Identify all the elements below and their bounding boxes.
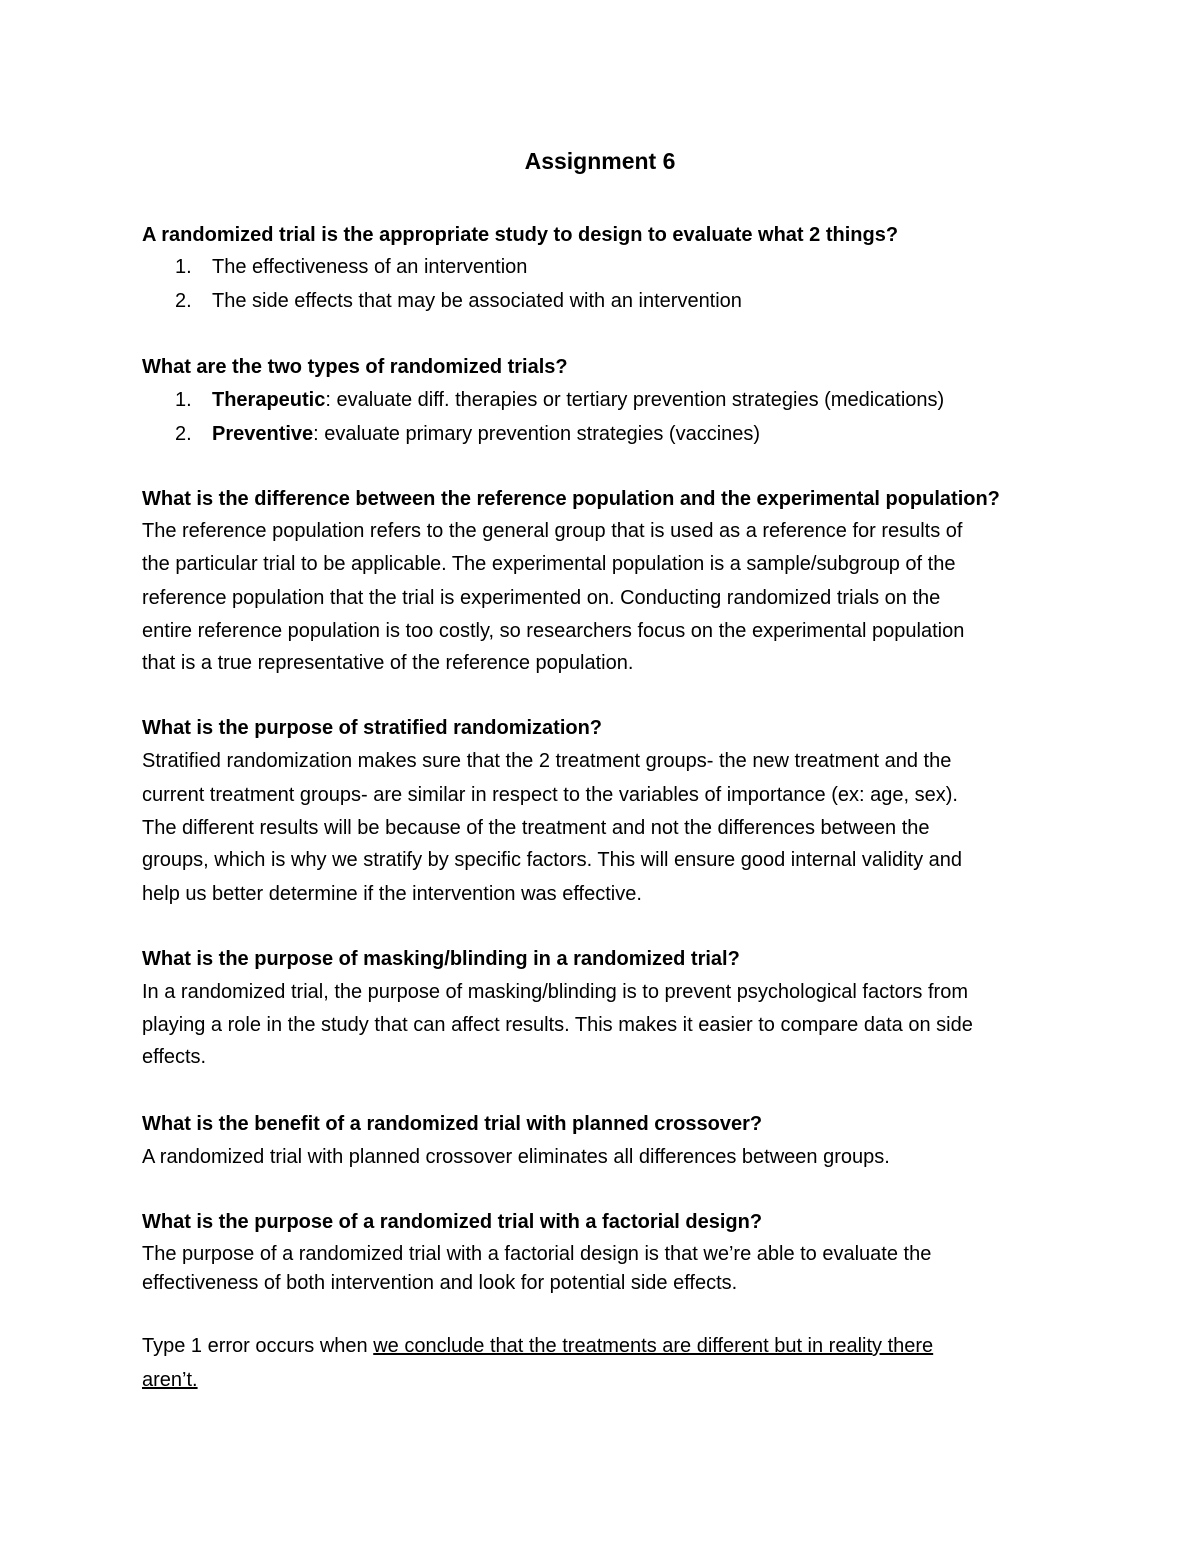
list-item (212, 386, 944, 414)
question-7: What is the purpose of a randomized trial with a factorial design? (142, 1211, 763, 1233)
term-preventive: Preventive (212, 423, 314, 445)
answer-line: help us better determine if the intervention was effective. (142, 883, 642, 905)
list-item: The side effects that may be associated with an intervention (212, 290, 742, 312)
list-number: 2. (175, 290, 192, 312)
question-4: What is the purpose of stratified randomization? (142, 717, 603, 739)
question-3: What is the difference between the reference population and the experimental population? (142, 488, 1000, 510)
underlined-answer: we conclude that the treatments are different but in reality there (373, 1335, 934, 1357)
answer-line: The different results will be because of the treatment and not the differences between the (142, 817, 930, 839)
answer-line: effects. (142, 1046, 207, 1068)
answer-line: entire reference population is too costly, so researchers focus on the experimental population (142, 620, 965, 642)
answer-line: reference population that the trial is experimented on. Conducting randomized trials on the (142, 587, 941, 609)
answer-line: In a randomized trial, the purpose of masking/blinding is to prevent psychological factors from (142, 981, 968, 1003)
list-item (212, 420, 760, 448)
list-number: 1. (175, 256, 192, 278)
answer-line: the particular trial to be applicable. The experimental population is a sample/subgroup of the (142, 553, 956, 575)
answer-line: Stratified randomization makes sure that the 2 treatment groups- the new treatment and the (142, 750, 952, 772)
question-5: What is the purpose of masking/blinding in a randomized trial? (142, 948, 740, 970)
list-item: The effectiveness of an intervention (212, 256, 528, 278)
question-1: A randomized trial is the appropriate study to design to evaluate what 2 things? (142, 224, 899, 246)
answer-line: current treatment groups- are similar in respect to the variables of importance (ex: age, sex). (142, 784, 958, 806)
answer-line: effectiveness of both intervention and look for potential side effects. (142, 1272, 738, 1294)
list-number: 1. (175, 389, 192, 411)
underlined-answer-continued: aren’t. (142, 1369, 198, 1391)
term-therapeutic: Therapeutic (212, 389, 326, 411)
question-2: What are the two types of randomized trials? (142, 356, 568, 378)
answer-line: playing a role in the study that can affect results. This makes it easier to compare data on side (142, 1014, 973, 1036)
type-1-error-statement (142, 1332, 933, 1360)
term-description: : evaluate diff. therapies or tertiary prevention strategies (medications) (325, 389, 945, 411)
term-description: : evaluate primary prevention strategies (vaccines) (313, 423, 761, 445)
statement-prefix: Type 1 error occurs when (142, 1335, 374, 1357)
page-title: Assignment 6 (524, 148, 676, 174)
answer-line: groups, which is why we stratify by specific factors. This will ensure good internal validity and (142, 849, 962, 871)
answer-line: The reference population refers to the general group that is used as a reference for results of (142, 520, 963, 542)
list-number: 2. (175, 423, 192, 445)
answer-line: A randomized trial with planned crossover eliminates all differences between groups. (142, 1146, 890, 1168)
answer-line: The purpose of a randomized trial with a factorial design is that we’re able to evaluate the (142, 1243, 932, 1265)
answer-line: that is a true representative of the reference population. (142, 652, 634, 674)
question-6: What is the benefit of a randomized trial with planned crossover? (142, 1113, 763, 1135)
